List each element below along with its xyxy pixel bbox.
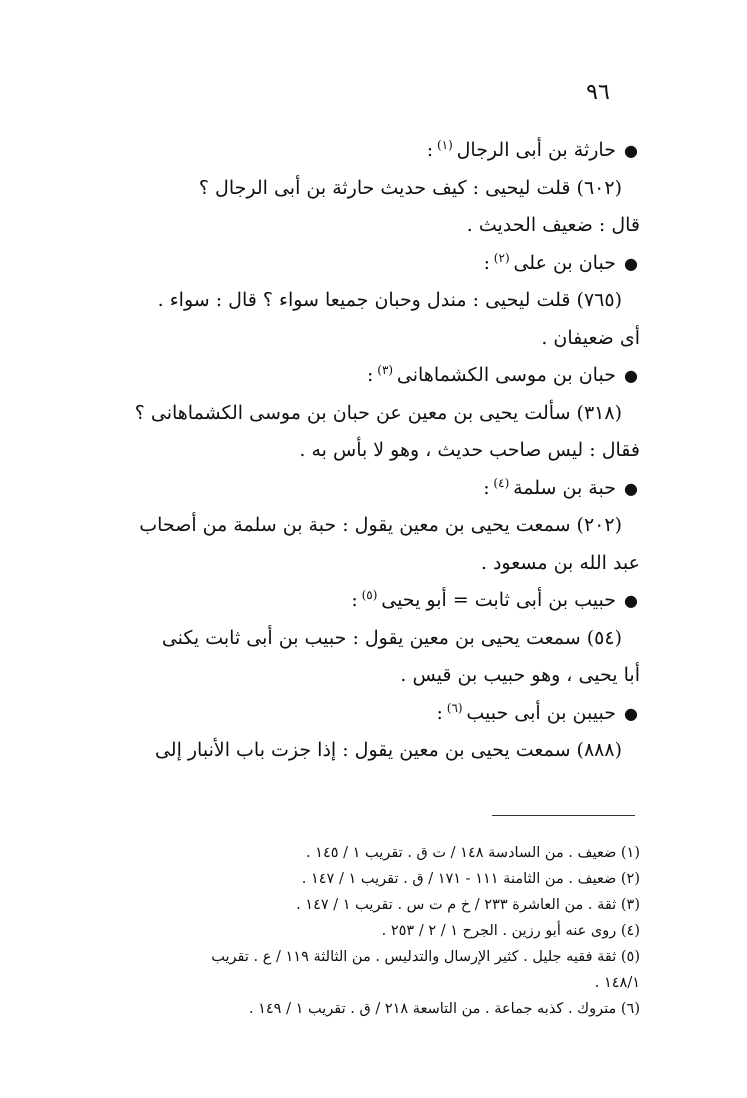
bullet-icon: ● [624,253,638,273]
heading-text: حبيب بن أبى ثابت = أبو يحيى [381,589,616,611]
heading-colon: : [426,139,434,161]
entry-heading [80,695,640,733]
heading-text: حبيبن بن أبى حبيب [466,701,616,724]
footnote-line: (٦) متروك . كذبه جماعة . من التاسعة ٢١٨ / ق . تقريب ١ / ١٤٩ . [248,1001,640,1017]
footnote-line: (١) ضعيف . من السادسة ١٤٨ / ت ق . تقريب ١ / ١٤٥ . [305,845,640,861]
entry-line: (٦٠٢) قلت ليحيى : كيف حديث حارثة بن أبى الرجال ؟ [198,176,622,199]
page-number: ٩٦ [586,80,610,105]
entry-heading [80,245,640,283]
footnote-ref: (٢) [489,250,514,265]
bullet-icon: ● [624,478,638,498]
heading-text: حبة بن سلمة [513,476,616,499]
footnote-separator [492,815,635,816]
entry-heading [80,470,640,508]
footnotes [80,840,640,1022]
heading-text: حبان بن على [513,251,616,274]
footnote-ref: (٦) [442,700,467,715]
footnote-ref: (٥) [357,588,382,602]
footnote-line: (٥) ثقة فقيه جليل . كثير الإرسال والتدليس . من الثالثة ١١٩ / ع . تقريب [211,949,640,965]
entry-continuation: أى ضعيفان . [541,326,640,349]
heading-colon: : [351,589,358,611]
main-text [80,132,640,770]
footnote-line: (٢) ضعيف . من الثامنة ١١١ - ١٧١ / ق . تقريب ١ / ١٤٧ . [301,871,640,887]
entry-continuation: عبد الله بن مسعود . [480,551,640,574]
footnote-ref: (١) [433,138,457,152]
footnote-line: (٤) روى عنه أبو رزين . الجرح ١ / ٢ / ٢٥٣ . [381,923,640,939]
footnote-line: ١٤٨/١ . [594,975,640,991]
entry-line: (٧٦٥) قلت ليحيى : مندل وحبان جميعا سواء ؟ قال : سواء . [157,289,622,311]
heading-colon: : [436,701,443,724]
entry-line: (٣١٨) سألت يحيى بن معين عن حبان بن موسى الكشماهانى ؟ [134,401,622,424]
footnote-ref: (٣) [373,363,397,377]
heading-text: حارثة بن أبى الرجال [456,139,616,161]
entry-continuation: فقال : ليس صاحب حديث ، وهو لا بأس به . [299,439,640,461]
bullet-icon: ● [624,366,638,385]
entry-line: (٢٠٢) سمعت يحيى بن معين يقول : حبة بن سلمة من أصحاب [139,514,622,536]
entry-heading [80,357,640,395]
entry-heading [80,582,640,620]
footnote-ref: (٤) [489,475,514,490]
entry-line: (٨٨٨) سمعت يحيى بن معين يقول : إذا جزت باب الأنبار إلى [154,739,622,761]
entry-continuation: قال : ضعيف الحديث . [466,214,640,236]
bullet-icon: ● [624,703,638,723]
entry-line: (٥٤) سمعت يحيى بن معين يقول : حبيب بن أبى ثابت يكنى [161,626,622,649]
heading-colon: : [483,476,490,499]
bullet-icon: ● [624,141,638,160]
entry-continuation: أبا يحيى ، وهو حبيب بن قيس . [400,664,640,686]
entry-heading [80,132,640,170]
heading-text: حبان بن موسى الكشماهانى [396,364,616,386]
footnote-line: (٣) ثقة . من العاشرة ٢٣٣ / خ م ت س . تقريب ١ / ١٤٧ . [296,897,640,913]
bullet-icon: ● [624,591,638,610]
heading-colon: : [367,364,374,386]
heading-colon: : [483,251,490,274]
